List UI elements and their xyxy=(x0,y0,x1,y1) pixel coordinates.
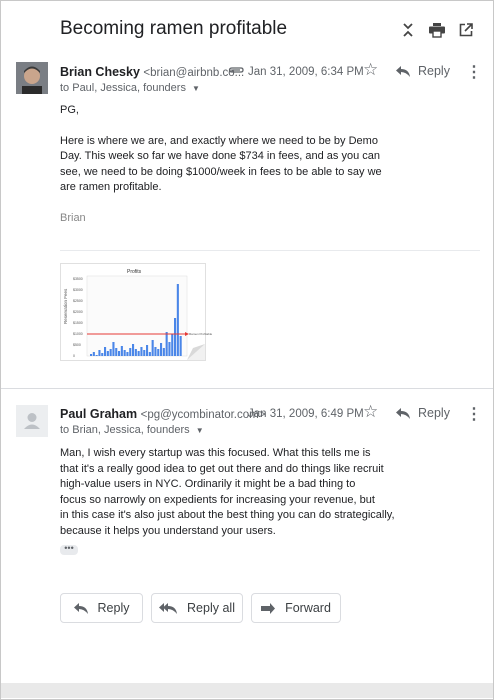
thread-toolbar xyxy=(393,20,480,40)
chart-bar xyxy=(118,351,120,356)
chart-bar xyxy=(146,345,148,356)
reply-icon xyxy=(74,603,88,614)
chart-ytick: $1500 xyxy=(73,321,83,325)
show-trimmed-content-button[interactable]: ••• xyxy=(60,545,78,555)
body-line: that it's a really good idea to get out there and do things like recruit xyxy=(60,462,384,475)
greeting: PG, xyxy=(60,104,79,116)
chart-bar xyxy=(129,348,131,356)
reply-label: Reply xyxy=(418,64,450,78)
chart-bar xyxy=(110,349,112,356)
chart-bar xyxy=(121,346,123,356)
sender-email: <brian@airbnb.co... xyxy=(143,67,245,79)
chart-bar xyxy=(138,351,140,356)
reply-all-button[interactable] xyxy=(151,593,243,623)
chart-bar xyxy=(171,334,173,356)
chart-bar xyxy=(135,349,137,356)
chevron-down-icon[interactable]: ▼ xyxy=(195,426,204,435)
chart-bar xyxy=(112,342,114,356)
chart-bar xyxy=(163,348,165,356)
signature: Brian xyxy=(60,211,86,224)
paperclip-icon xyxy=(228,64,244,82)
body-line: because it helps you understand your users. xyxy=(60,524,276,537)
recipients[interactable] xyxy=(60,82,200,94)
chart-bar xyxy=(115,348,117,356)
chart-bar xyxy=(126,352,128,356)
chart-bar xyxy=(160,343,162,356)
chart-ytick: $3000 xyxy=(73,288,83,292)
chart-bar xyxy=(124,350,126,356)
chart-bar xyxy=(143,350,145,356)
sender-name[interactable]: Paul Graham xyxy=(60,407,138,421)
chevron-down-icon[interactable]: ▼ xyxy=(192,84,200,93)
body-line: in this case it's also just about the best thing you can do strategically, xyxy=(60,509,395,521)
message-divider xyxy=(1,388,493,389)
chart-line-label: Ramen Profitable xyxy=(189,332,213,336)
chart-bar xyxy=(166,332,168,356)
thread-subject: Becoming ramen profitable xyxy=(60,18,288,39)
chart-bar xyxy=(152,340,154,356)
avatar[interactable] xyxy=(16,405,48,437)
chart-bar xyxy=(93,352,95,356)
window-bottom-bar xyxy=(1,683,493,698)
body-line: focus so narrowly on expedients for increasing your revenue, but xyxy=(60,493,375,506)
reply-icon xyxy=(396,66,410,77)
chart-ytick: $1000 xyxy=(73,332,83,336)
attachment-divider xyxy=(60,250,480,251)
sender-email: <pg@ycombinator.com> xyxy=(140,409,266,421)
reply-button[interactable] xyxy=(396,406,450,420)
chart-bar xyxy=(177,284,179,356)
reply-label: Reply xyxy=(418,406,450,420)
chart-bar xyxy=(174,318,176,356)
chart-title: Profits xyxy=(127,269,142,275)
print-icon[interactable] xyxy=(422,20,451,40)
chart-ytick: 0 xyxy=(73,354,75,358)
chart-ytick: $2000 xyxy=(73,310,83,314)
chart-ylabel: Reservation Fees xyxy=(63,288,68,324)
message-body xyxy=(60,103,400,241)
chart-bar xyxy=(132,344,134,356)
chart-bar xyxy=(157,349,159,356)
chart-bar xyxy=(168,342,170,356)
more-options-icon[interactable]: ⋮ xyxy=(466,64,482,81)
chart-bar xyxy=(104,347,106,356)
forward-label: Forward xyxy=(285,601,331,615)
recipients[interactable] xyxy=(60,424,204,436)
chart-bar xyxy=(101,353,103,356)
chart-ytick: $500 xyxy=(73,343,81,347)
open-in-new-window-icon[interactable] xyxy=(451,20,480,40)
reply-icon xyxy=(396,408,410,419)
chart-bar xyxy=(90,354,92,356)
chart-bar xyxy=(149,352,151,356)
message-body xyxy=(60,446,440,539)
expand-collapse-icon[interactable] xyxy=(393,20,422,40)
chart-bar xyxy=(96,355,98,356)
chart-ytick: $3500 xyxy=(73,277,83,281)
recipients-label: to Brian, Jessica, founders xyxy=(60,424,190,436)
forward-icon xyxy=(261,603,275,614)
sender-line xyxy=(60,407,265,421)
avatar[interactable] xyxy=(16,62,48,94)
sender-line xyxy=(60,65,244,79)
chart-bar xyxy=(98,350,100,356)
body-line: Man, I wish every startup was this focused. What this tells me is xyxy=(60,447,371,459)
body-paragraph: Here is where we are, and exactly where we need to be by Demo Day. This week so far we have done $734 in fees, and as you can see, we need to be doing $1000/week in fees to be able to say we are ramen profitable. xyxy=(60,134,382,193)
message-date: Jan 31, 2009, 6:49 PM xyxy=(248,408,364,420)
chart-ytick: $2500 xyxy=(73,299,83,303)
chart-bar xyxy=(154,347,156,356)
chart-bar xyxy=(180,336,182,356)
reply-action-label: Reply xyxy=(97,601,130,615)
body-line: high-value users in NYC. Ordinarily it might be a bad thing to xyxy=(60,478,356,490)
attachment-thumbnail[interactable] xyxy=(60,263,213,361)
forward-button[interactable] xyxy=(251,593,341,623)
reply-all-icon xyxy=(159,603,177,614)
message-date: Jan 31, 2009, 6:34 PM xyxy=(248,66,364,78)
recipients-label: to Paul, Jessica, founders xyxy=(60,82,186,94)
reply-all-label: Reply all xyxy=(187,601,235,615)
sender-name[interactable]: Brian Chesky xyxy=(60,65,140,79)
reply-button[interactable] xyxy=(396,64,450,78)
chart-bar xyxy=(107,351,109,356)
reply-action-button[interactable] xyxy=(60,593,143,623)
star-icon[interactable]: ☆ xyxy=(363,60,379,79)
star-icon[interactable]: ☆ xyxy=(363,402,379,421)
more-options-icon[interactable]: ⋮ xyxy=(466,406,482,423)
chart-bar xyxy=(140,347,142,356)
